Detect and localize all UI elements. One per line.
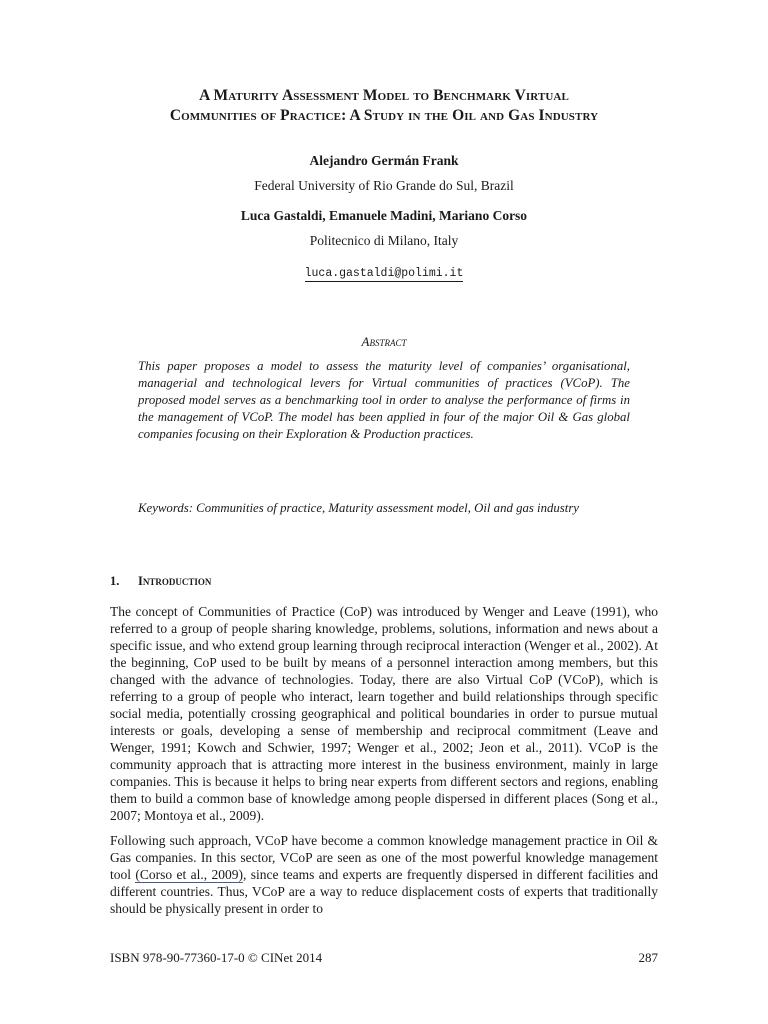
body-text (110, 603, 658, 925)
author-names-1: Alejandro Germán Frank (309, 153, 459, 168)
contact-email[interactable] (100, 266, 668, 282)
paper-title (100, 86, 668, 126)
abstract-text: This paper proposes a model to assess the maturity level of companies’ organisational, managerial and technological levers for Virtual communities of practices (VCoP). The proposed model serves as a benchmarking tool in order to analyse the performance of firms in the management of VCoP. The model has been applied in four of the major Oil & Gas global companies focusing on their Exploration & Production practices. (138, 359, 630, 441)
paragraph-2 (110, 832, 658, 917)
contact-email-text[interactable]: luca.gastaldi@polimi.it (304, 267, 464, 280)
title-line-2: Communities of Practice: A Study in the Oil and Gas Industry (169, 107, 599, 124)
paragraph-2-start: Following such approach, VCoP have become a common knowledge management practice in Oil & Gas companies. In this sector, VCoP are seen as one of the most powerful knowledge management tool (110, 833, 658, 882)
keywords: Keywords: Communities of practice, Maturity assessment model, Oil and gas industry (138, 501, 579, 515)
paragraph-2-end: , since teams and experts are frequently dispersed in different facilities and different countries. Thus, VCoP are a way to reduce displacement costs of experts that traditionally should be physically present in order to (110, 867, 658, 916)
citation-link[interactable]: (Corso et al., 2009) (135, 867, 244, 882)
section-title: Introduction (138, 574, 212, 588)
page-number: 287 (638, 950, 658, 965)
author-block (100, 152, 668, 282)
page-footer (110, 950, 658, 966)
author-affiliation-1: Federal University of Rio Grande do Sul, Brazil (254, 178, 514, 193)
title-line-1: A Maturity Assessment Model to Benchmark Virtual (199, 87, 569, 104)
isbn-text: ISBN 978-90-77360-17-0 © CINet 2014 (110, 950, 323, 965)
paragraph-1: The concept of Communities of Practice (CoP) was introduced by Wenger and Leave (1991), who referred to a group of people sharing knowledge, problems, solutions, information and news about a specific issue, and who extend group learning through reciprocal interaction (Wenger et al., 2002). At the beginning, CoP used to be built by means of a personnel interaction among members, but this changed with the advance of technologies. Today, there are also Virtual CoP (VCoP), which is referring to a group of people who interact, learn together and build relationships through specific social media, potentially crossing geographical and political boundaries in order to pursue mutual interests or goals, developing a sense of membership and reciprocal commitment (Leave and Wenger, 1991; Kowch and Schwier, 1997; Wenger et al., 2002; Jeon et al., 2011). VCoP is the community approach that is attracting more interest in the business environment, mainly in large companies. This is because it helps to bring near experts from different sectors and regions, enabling them to build a common base of knowledge among people dispersed in different places (Song et al., 2007; Montoya et al., 2009). (110, 604, 658, 823)
section-number: 1. (110, 574, 120, 588)
author-affiliation-2: Politecnico di Milano, Italy (309, 233, 459, 248)
author-names-2: Luca Gastaldi, Emanuele Madini, Mariano Corso (240, 208, 528, 223)
section-heading (110, 574, 211, 589)
abstract-heading: Abstract (361, 334, 407, 349)
